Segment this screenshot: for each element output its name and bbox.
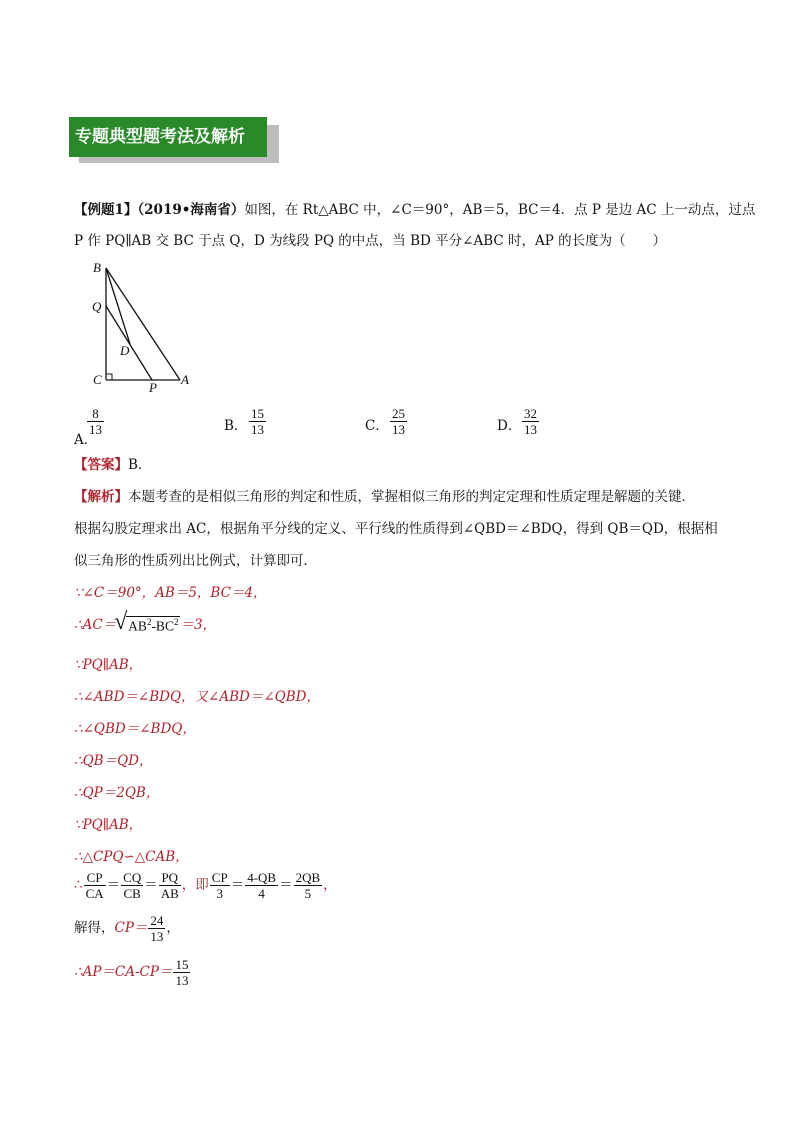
analysis-line-3: 似三角形的性质列出比例式，计算即可．: [74, 553, 317, 569]
label-q: Q: [92, 299, 102, 314]
step-6: ∴QB＝QD，: [74, 753, 153, 769]
step-2: [74, 609, 217, 636]
step-4: ∴∠ABD＝∠BDQ，又∠ABD＝∠QBD，: [74, 689, 320, 705]
section-banner: [69, 117, 269, 161]
label-a: A: [181, 372, 189, 387]
option-d-value: $\frac{32}{13}$: [524, 406, 537, 437]
banner-title: 专题典型题考法及解析: [69, 117, 267, 157]
example-source: （2019•海南省）: [137, 202, 245, 218]
step-7: ∴QP＝2QB，: [74, 785, 160, 801]
step-2-rhs: ＝3，: [180, 617, 217, 633]
analysis-line-1: [74, 485, 695, 505]
answer-text: B．: [128, 457, 152, 473]
option-b-value: $\frac{15}{13}$: [251, 406, 264, 437]
step-9: ∴△CPQ∽△CAB，: [74, 849, 189, 865]
step-12: ∴AP＝CA-CP＝ $\frac{15}{13}$: [74, 957, 189, 988]
example-tag: 【例题1】: [74, 202, 138, 218]
step-11: 解得，CP＝ $\frac{24}{13}$ ，: [74, 913, 180, 944]
right-angle-mark: [106, 374, 112, 380]
option-c-value: $\frac{25}{13}$: [392, 406, 405, 437]
step-1: ∵∠C＝90°，AB＝5，BC＝4，: [74, 585, 267, 601]
option-b-letter: B．: [224, 418, 248, 434]
step-3: ∵PQ∥AB，: [74, 657, 143, 673]
label-p: P: [149, 380, 157, 395]
triangle-figure: [88, 260, 198, 395]
option-d-letter: D．: [497, 418, 522, 434]
option-c-letter: C．: [365, 418, 389, 434]
option-a-value: $\frac{8}{13}$: [89, 406, 102, 437]
label-c: C: [93, 372, 102, 387]
step-2-lhs: ∴AC＝: [74, 617, 117, 633]
problem-text-1: 如图，在 Rt△ABC 中，∠C＝90°，AB＝5，BC＝4．点 P 是边 AC 上一动点，过点: [244, 202, 756, 218]
step-5: ∴∠QBD＝∠BDQ，: [74, 721, 196, 737]
problem-line-1: [74, 198, 755, 218]
analysis-tag: 【解析】: [74, 489, 128, 505]
segment-bd: [106, 268, 130, 344]
sqrt-sign: √: [114, 609, 128, 636]
step-10: ∴ $\frac{CP}{CA}$ ＝ $\frac{CQ}{CB}$ ＝ $\frac{PQ}{AB}$ ，即 $\frac{CP}{3}$ ＝ $\frac{4-QB}{4}$ ＝ $\frac{2QB}{5}$ ，: [74, 870, 337, 901]
analysis-text-1: 本题考查的是相似三角形的判定和性质，掌握相似三角形的判定定理和性质定理是解题的关键．: [128, 489, 695, 505]
answer-tag: 【答案】: [74, 457, 128, 473]
analysis-line-2: 根据勾股定理求出 AC，根据角平分线的定义、平行线的性质得到∠QBD＝∠BDQ，得到 QB＝QD，根据相: [74, 521, 718, 537]
label-d: D: [120, 343, 130, 358]
label-b: B: [93, 260, 101, 275]
option-a-letter: A．: [74, 432, 98, 448]
step-8: ∵PQ∥AB，: [74, 817, 143, 833]
problem-line-2: P 作 PQ∥AB 交 BC 于点 Q，D 为线段 PQ 的中点，当 BD 平分∠ABC 时，AP 的长度为（ ）: [74, 233, 667, 249]
answer-line: [74, 453, 151, 473]
sqrt-expression: √ $AB^2-BC^2$: [114, 609, 179, 636]
